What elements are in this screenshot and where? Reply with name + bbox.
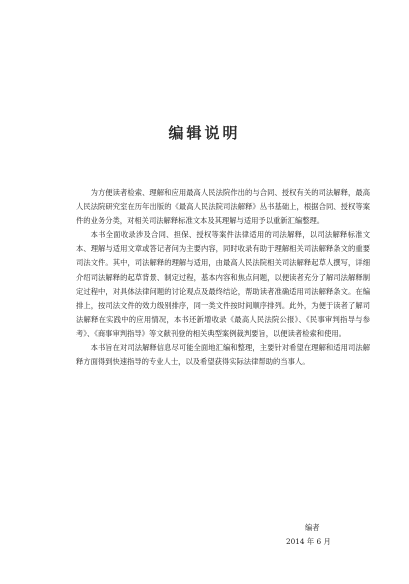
paragraph-1: 为方便读者检索、理解和应用最高人民法院作出的与合同、授权有关的司法解释，最高人民法院研究室在历年出版的《最高人民法院司法解释》丛书基础上，根据合同、授权等案件的业务分类，对相关司法解释标准文本及其理解与适用予以重新汇编整理。 <box>76 188 370 226</box>
editorial-note-body <box>76 186 370 369</box>
signature-editor: 编者 <box>305 523 320 532</box>
page-title: 编辑说明 <box>168 124 241 142</box>
paragraph-3: 本书旨在对司法解释信息尽可能全面地汇编和整理，主要针对希望在理解和适用司法解释方面得到快速指导的专业人士，以及希望获得实际法律帮助的当事人。 <box>76 343 370 367</box>
signature-date: 2014 年 6 月 <box>286 537 331 546</box>
paragraph-2: 本书全面收录涉及合同、担保、授权等案件法律适用的司法解释，以司法解释标准文本、理解与适用文章或答记者问为主要内容，同时收录有助于理解相关司法解释条文的重要司法文件。其中，司法解释的理解与适用，由最高人民法院相关司法解释起草人撰写，详细介绍司法解释的起草背景、制定过程，基本内容和焦点问题，以便读者充分了解司法解释制定过程中，对具体法律问题的讨论观点及最终结论，帮助读者准确适用司法解释条文。在编排上，按司法文件的效力级别排序，同一类文件按时间顺序排列。此外，为便于读者了解司法解释在实践中的应用情况，本书还新增收录《最高人民法院公报》、《民事审判指导与参考》、《商事审判指导》等文献刊登的相关典型案例裁判要旨，以便读者检索和使用。 <box>76 230 370 338</box>
